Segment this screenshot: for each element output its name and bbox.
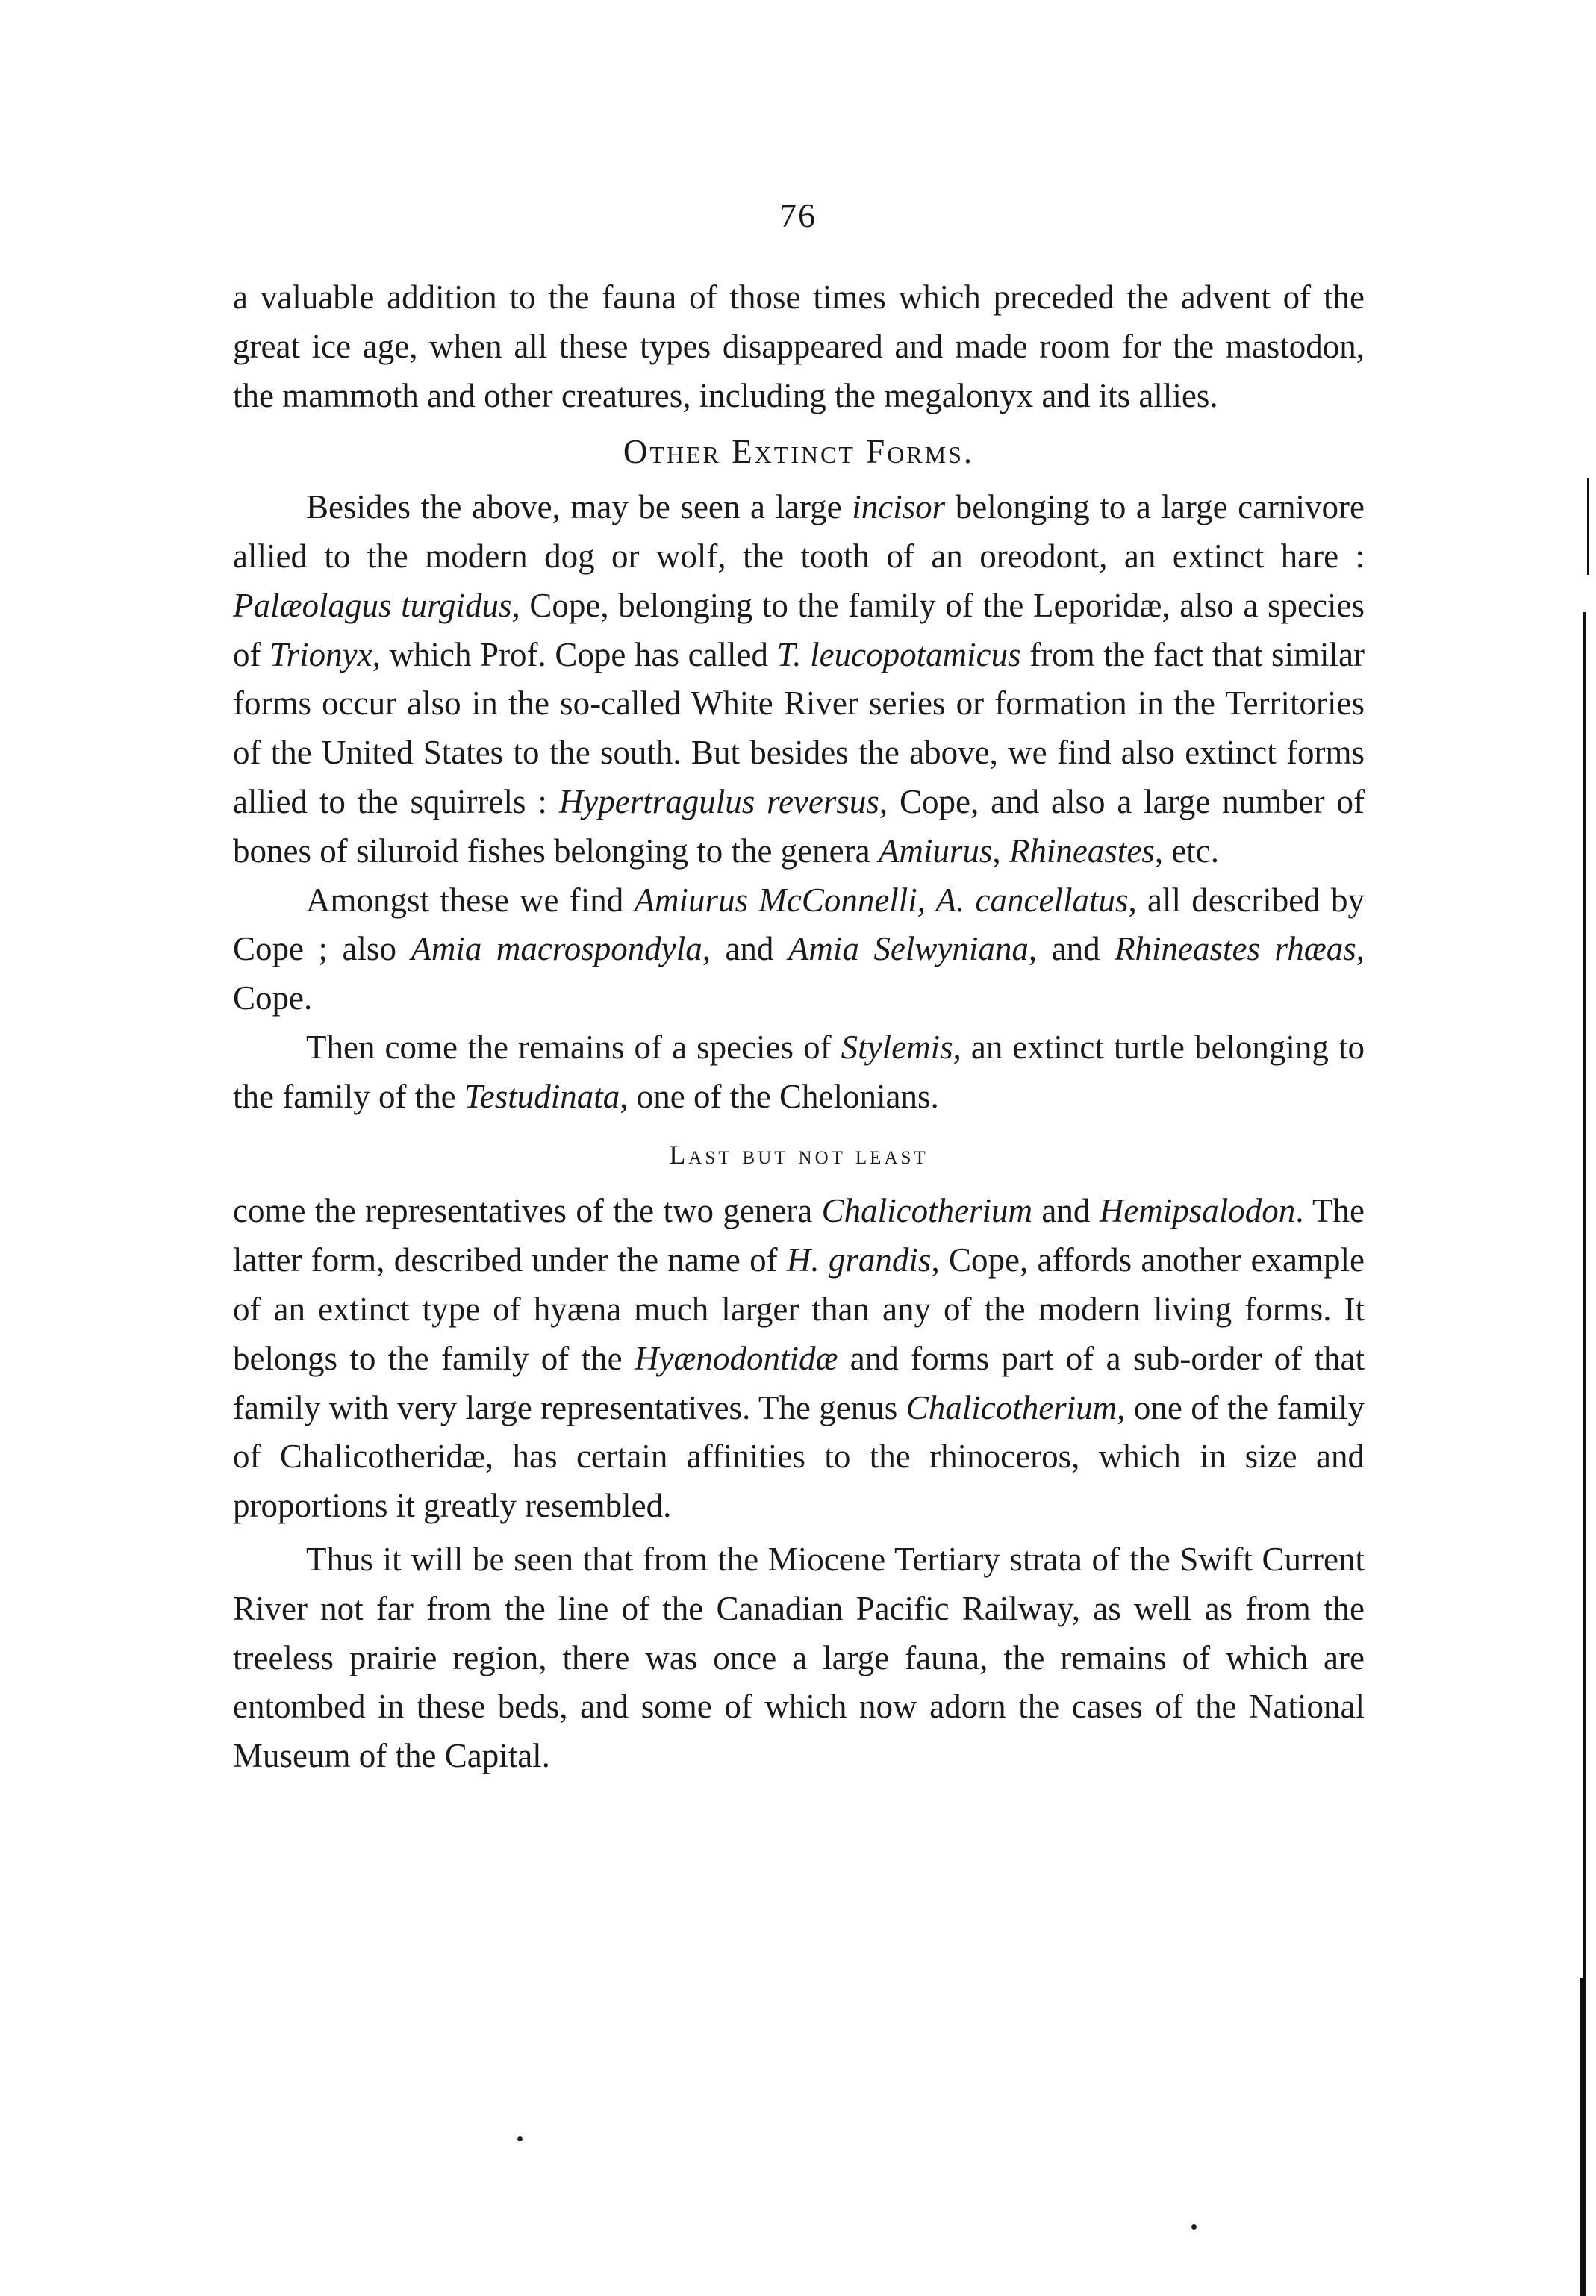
species-name: Stylemis (841, 1028, 953, 1066)
species-name: incisor (852, 488, 946, 526)
species-name: Testudinata (464, 1077, 620, 1115)
text-run: , an extinct turtle belonging to the family of the (233, 1028, 1365, 1115)
text-run: a valuable addition to the fauna of those times which preceded the advent of the great ice age, when all these types disappeared and made room for the mastodon, the mammoth and other creatures, including the megalonyx and its allies. (233, 278, 1365, 414)
stray-dot (1191, 2224, 1197, 2230)
page-number: 76 (779, 196, 817, 234)
text-run: , one of the family of Chalicotheridæ, has certain affinities to the rhinoceros, which in size and proportions it greatly resembled. (233, 1388, 1365, 1525)
species-name: Hemipsalodon (1099, 1192, 1296, 1230)
species-name: Hyænodontidæ (634, 1339, 838, 1377)
text-run: , and (702, 930, 788, 968)
species-name: Amia macrospondyla (411, 930, 702, 968)
text-run: Then come the remains of a species of (306, 1028, 841, 1066)
species-name: Chalicotherium (905, 1388, 1117, 1426)
text-run: and forms part of a sub-order of that family with very large representatives. The genus (233, 1339, 1365, 1426)
paragraph-other-extinct-forms (233, 483, 1365, 876)
species-name: Amiurus McConnelli, A. cancellatus (634, 881, 1129, 919)
text-run: , one of the Chelonians. (620, 1077, 939, 1115)
section-heading-last-but-not-least: Last but not least (669, 1139, 929, 1170)
species-name: H. grandis (786, 1241, 932, 1279)
stray-dot (517, 2136, 523, 2141)
text-run: , (992, 832, 1009, 870)
text-run: belonging to a large carnivore allied to the modern dog or wolf, the tooth of an oreodont, an extinct hare : (233, 488, 1365, 575)
body-text (233, 273, 1365, 1781)
text-run: , etc. (1154, 832, 1220, 870)
text-run: Amongst these we find (306, 881, 635, 919)
scan-edge-line (1580, 1978, 1586, 2296)
species-name: T. leucopotamicus (776, 635, 1021, 673)
species-name: Rhineastes (1009, 832, 1155, 870)
text-run: , all described by Cope ; also (233, 881, 1365, 968)
species-name: Hypertragulus reversus (558, 782, 879, 820)
text-run: Thus it will be seen that from the Miocene Tertiary strata of the Swift Current River not far from the line of the Canadian Pacific Railway, as well as from the treeless prairie region, there was once a large fauna, the remains of which are entombed in these beds, and some of which now adorn the cases of the National Museum of the Capital. (233, 1540, 1365, 1775)
text-run: , Cope, affords another example of an extinct type of hyæna much larger than any of the modern living forms. It belongs to the family of the (233, 1241, 1365, 1377)
species-name: Palæolagus turgidus (233, 586, 512, 624)
paragraph-stylemis (233, 1023, 1365, 1122)
text-run: Besides the above, may be seen a large (306, 488, 852, 526)
species-name: Trionyx (269, 635, 372, 673)
text-run: come the representatives of the two genera (233, 1192, 822, 1230)
scan-edge-line (1587, 478, 1589, 575)
paragraph-chalicotherium (233, 1187, 1365, 1531)
species-name: Amia Selwyniana (788, 930, 1029, 968)
text-run: , Cope, and also a large number of bones of siluroid fishes belonging to the genera (233, 782, 1365, 870)
text-run: , Cope. (233, 930, 1365, 1017)
paragraph-fauna-intro (233, 273, 1365, 420)
text-run: . The latter form, described under the name of (233, 1192, 1365, 1279)
paragraph-amiurus (233, 876, 1365, 1023)
text-run: , and (1028, 930, 1115, 968)
species-name: Rhineastes rhæas (1115, 930, 1356, 968)
paragraph-conclusion (233, 1535, 1365, 1781)
text-run: , Cope, belonging to the family of the Leporidæ, also a species of (233, 586, 1365, 673)
species-name: Amiurus (878, 832, 993, 870)
text-run: from the fact that similar forms occur also in the so-called White River series or formation in the Territories of the United States to the south. But besides the above, we find also extinct forms allied to the squirrels : (233, 635, 1365, 820)
section-heading-other-extinct-forms: Other Extinct Forms. (623, 433, 975, 471)
text-run: , which Prof. Cope has called (372, 635, 777, 673)
species-name: Chalicotherium (821, 1192, 1033, 1230)
text-run: and (1032, 1192, 1100, 1230)
